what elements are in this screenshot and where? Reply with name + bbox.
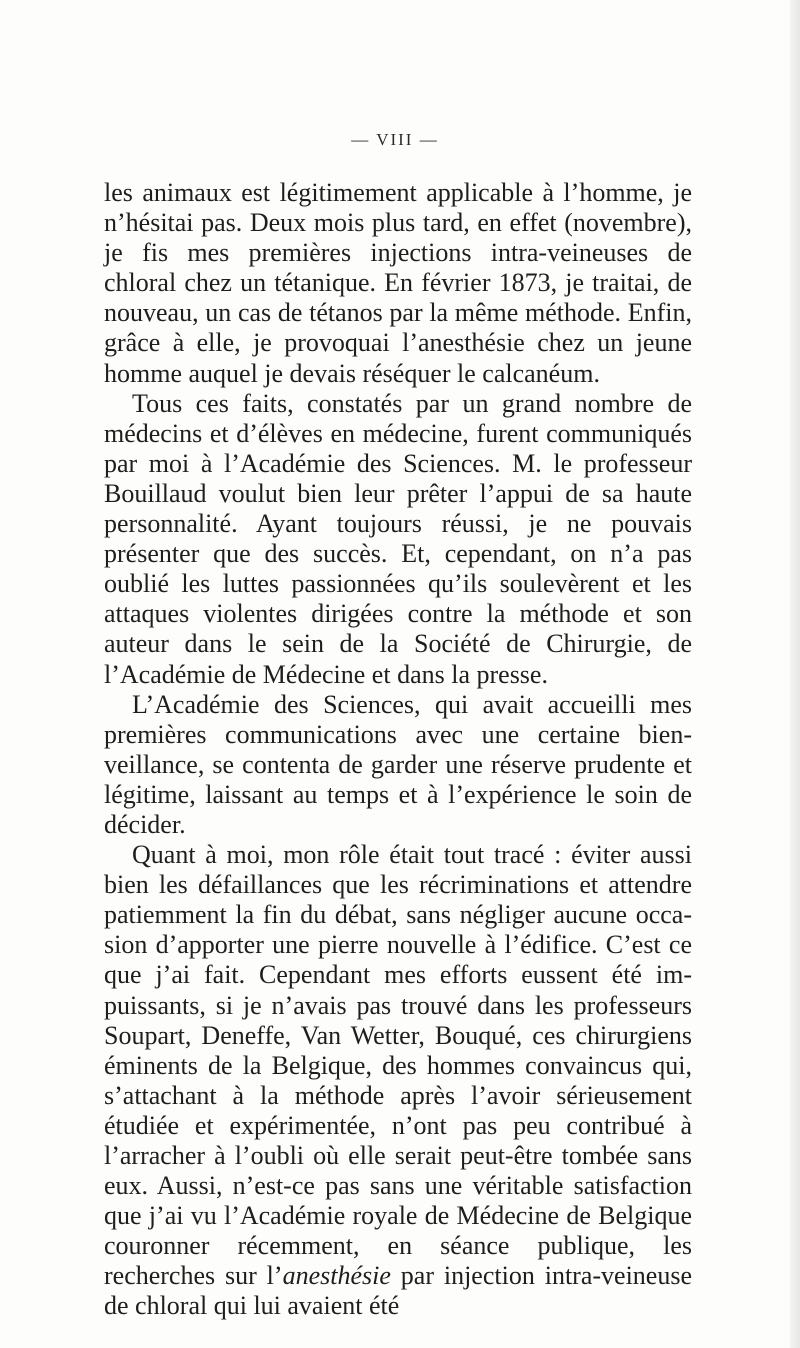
paragraph-2: Tous ces faits, constatés par un grand nombre de médecins et d’élèves en médecine, furent communiqués par moi à l’Académie des Sciences. M. le professeur Bouillaud voulut bien leur prêter l’appui de sa haute personnalité. Ayant toujours réussi, je ne pouvais présenter que des succès. Et, cependant, on n’a pas oublié les luttes passionnées qu’ils soulevèrent et les attaques violentes dirigées contre la méthode et son auteur dans le sein de la Société de Chirurgie, de l’Académie de Médecine et dans la presse. xyxy=(104,388,692,689)
paragraph-1: les animaux est légitimement applicable à l’homme, je n’hésitai pas. Deux mois plus tard, en effet (novembre), je fis mes premières injections intra-veineuses de chloral chez un tétanique. En février 1873, je traitai, de nouveau, un cas de tétanos par la même méthode. Enfin, grâce à elle, je provoquai l’anesthésie chez un jeune homme auquel je devais réséquer le calcanéum. xyxy=(104,178,692,388)
paragraph-4-end: par injection intra-veineuse de chloral qui lui avaient été xyxy=(104,1261,692,1321)
anesthesie-emphasis: anesthésie xyxy=(282,1261,391,1291)
paragraph-4 xyxy=(104,840,692,1322)
paragraph-3: L’Académie des Sciences, qui avait accueilli mes premières communications avec une certaine bienveillance, se contenta de garder une réserve prudente et légitime, laissant au temps et à l’expérience le soin de décider. xyxy=(104,689,692,839)
page-number: — VIII — xyxy=(351,130,439,149)
body-text xyxy=(104,178,692,1322)
paragraph-4-text: Quant à moi, mon rôle était tout tracé : éviter aussi bien les défaillances que les récriminations et attendre patiemment la fin du débat, sans négliger aucune occasion d’apporter une pierre nouvelle à l’édifice. C’est ce que j’ai fait. Cependant mes efforts eussent été impuissants, si je n’avais pas trouvé dans les professeurs Soupart, Deneffe, Van Wetter, Bouqué, ces chirurgiens éminents de la Belgique, des hommes convaincus qui, s’attachant à la méthode après l’avoir sérieusement étudiée et expérimentée, n’ont pas peu contribué à l’arracher à l’oubli où elle serait peut-être tombée sans eux. Aussi, n’est-ce pas sans une véritable satisfaction que j’ai vu l’Académie royale de Médecine de Belgique couronner récemment, en séance publique, les recherches sur l’ xyxy=(104,840,692,1291)
scan-edge-shadow xyxy=(790,0,800,1348)
